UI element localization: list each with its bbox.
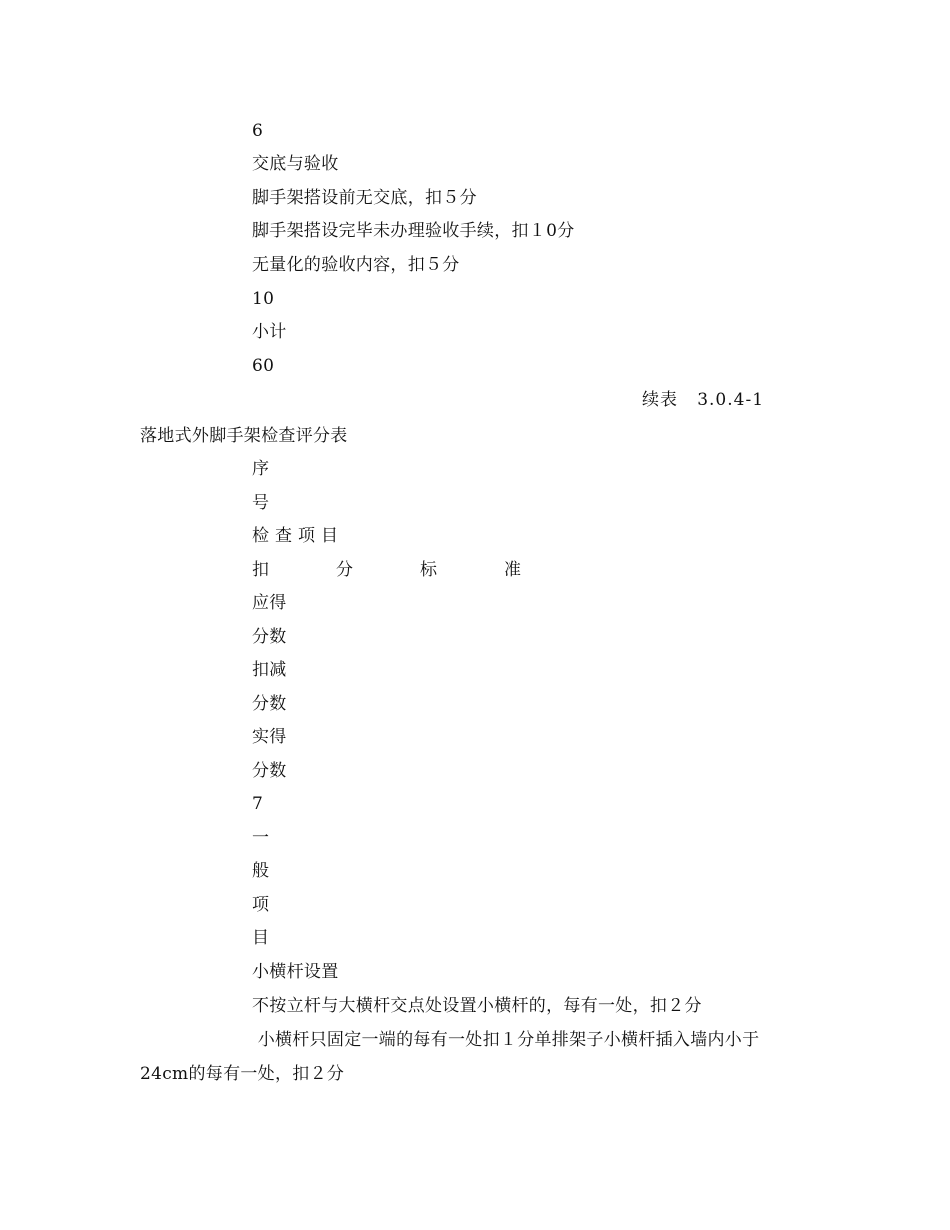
header-check-item: 检 查 项 目 bbox=[252, 526, 339, 546]
category-char-1: 一 bbox=[252, 828, 270, 848]
header-actual-1: 实得 bbox=[252, 727, 287, 747]
criterion-crossbar-fixing-line2: 24cm的每有一处，扣２分 bbox=[140, 1064, 345, 1084]
header-actual-2: 分数 bbox=[252, 761, 287, 781]
due-score-10: 10 bbox=[252, 289, 275, 309]
header-standard-char-3: 标 bbox=[420, 560, 438, 580]
header-due-score-2: 分数 bbox=[252, 627, 287, 647]
criterion-no-quantified-content: 无量化的验收内容，扣５分 bbox=[252, 255, 460, 275]
header-seq-1: 序 bbox=[252, 459, 270, 479]
header-standard-char-1: 扣 bbox=[252, 560, 270, 580]
header-deduct-1: 扣减 bbox=[252, 660, 287, 680]
criterion-no-handover: 脚手架搭设前无交底，扣５分 bbox=[252, 188, 477, 208]
seq-number-6: 6 bbox=[252, 121, 264, 141]
category-char-4: 目 bbox=[252, 928, 270, 948]
table-title: 落地式外脚手架检查评分表 bbox=[140, 426, 348, 446]
header-deduct-2: 分数 bbox=[252, 694, 287, 714]
header-standard-char-2: 分 bbox=[336, 560, 354, 580]
category-char-2: 般 bbox=[252, 861, 270, 881]
criterion-no-acceptance: 脚手架搭设完毕未办理验收手续，扣１0分 bbox=[252, 221, 575, 241]
header-standard-char-4: 准 bbox=[504, 560, 522, 580]
criterion-crossbar-position: 不按立杆与大横杆交点处设置小横杆的，每有一处，扣２分 bbox=[252, 996, 702, 1016]
item-name-handover-acceptance: 交底与验收 bbox=[252, 154, 339, 174]
category-char-3: 项 bbox=[252, 895, 270, 915]
header-due-score-1: 应得 bbox=[252, 593, 287, 613]
subtotal-value: 60 bbox=[252, 356, 275, 376]
table-caption: 续表 3.0.4-1 bbox=[642, 390, 765, 410]
criterion-crossbar-fixing-line1: 小横杆只固定一端的每有一处扣１分单排架子小横杆插入墙内小于 bbox=[252, 1030, 760, 1050]
seq-number-7: 7 bbox=[252, 794, 264, 814]
subtotal-label: 小计 bbox=[252, 322, 287, 342]
header-seq-2: 号 bbox=[252, 493, 270, 513]
item-name-small-crossbar: 小横杆设置 bbox=[252, 962, 339, 982]
